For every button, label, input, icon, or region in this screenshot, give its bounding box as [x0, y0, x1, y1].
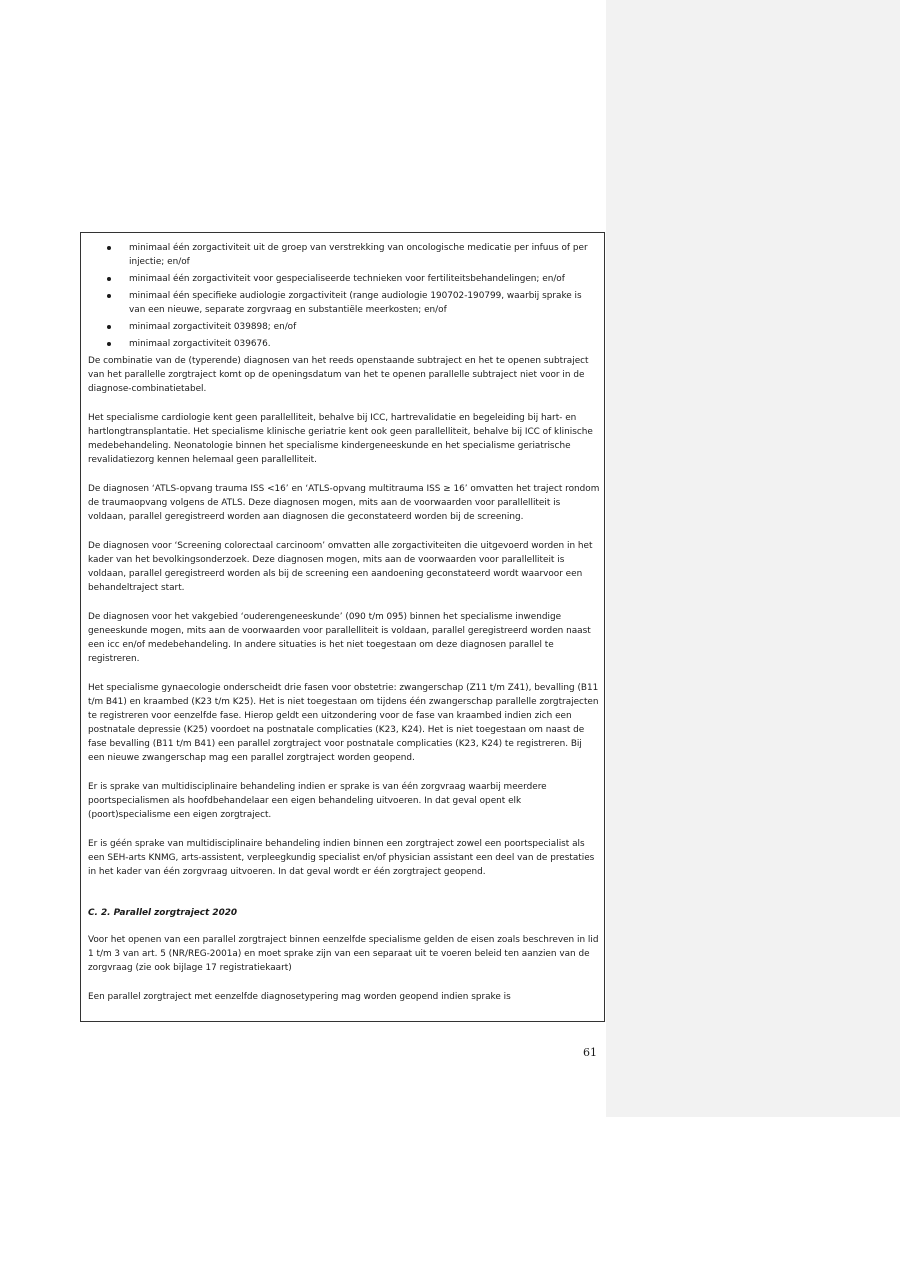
list-item [88, 289, 600, 317]
paragraph-diagnose-combinatie: De combinatie van de (typerende) diagnosen van het reeds openstaande subtraject en het te openen subtraject van het parallelle zorgtraject komt op de openingsdatum van het te openen parallelle subtraject niet voor in de diagnose-combinatietabel. [88, 356, 589, 394]
list-item [88, 320, 600, 334]
paragraph-ouderengeneeskunde: De diagnosen voor het vakgebied ‘ouderengeneeskunde’ (090 t/m 095) binnen het specialisme inwendige geneeskunde mogen, mits aan de voorwaarden voor parallelliteit is voldaan, parallel geregistreerd worden naast een icc en/of medebehandeling. In andere situaties is het niet toegestaan om deze diagnosen parallel te registreren. [88, 612, 591, 664]
bullet-dot-icon [107, 277, 111, 281]
list-item [88, 241, 600, 269]
list-item [88, 272, 600, 286]
paragraph-multidisciplinair: Er is sprake van multidisciplinaire behandeling indien er sprake is van één zorgvraag waarbij meerdere poortspecialismen als hoofdbehandelaar een eigen behandeling uitvoeren. In dat geval opent elk (poort)specialisme een eigen zorgtraject. [88, 782, 547, 820]
bullet-dot-icon [107, 246, 111, 250]
paragraph-atls: De diagnosen ‘ATLS-opvang trauma ISS <16’ en ‘ATLS-opvang multitrauma ISS ≥ 16’ omvatten het traject rondom de traumaopvang volgens de ATLS. Deze diagnosen mogen, mits aan de voorwaarden voor parallelliteit is voldaan, parallel geregistreerd worden aan diagnosen die geconstateerd worden bij de screening. [88, 484, 600, 522]
list-item-text: minimaal zorgactiviteit 039898; en/of [129, 322, 297, 332]
page-number: 61 [583, 1046, 597, 1059]
bullet-dot-icon [107, 325, 111, 329]
requirement-list [88, 241, 600, 351]
paragraph-gynaecologie: Het specialisme gynaecologie onderscheidt drie fasen voor obstetrie: zwangerschap (Z11 t/m Z41), bevalling (B11 t/m B41) en kraambed (K23 t/m K25). Het is niet toegestaan om tijdens één zwangerschap parallelle zorgtrajecten te registreren voor eenzelfde fase. Hierop geldt een uitzondering voor de fase van kraambed indien zich een postnatale depressie (K25) voordoet na postnatale complicaties (K23, K24). Het is niet toegestaan om naast de fase bevalling (B11 t/m B41) een parallel zorgtraject voor postnatale complicaties (K23, K24) te registreren. Bij een nieuwe zwangerschap mag een parallel zorgtraject worden geopend. [88, 683, 599, 763]
section-heading: C. 2. Parallel zorgtraject 2020 [88, 908, 238, 918]
paragraph-screening: De diagnosen voor ‘Screening colorectaal carcinoom’ omvatten alle zorgactiviteiten die uitgevoerd worden in het kader van het bevolkingsonderzoek. Deze diagnosen mogen, mits aan de voorwaarden voor parallelliteit is voldaan, parallel geregistreerd worden als bij de screening een aandoening geconstateerd wordt waarvoor een behandeltraject start. [88, 541, 593, 593]
bullet-dot-icon [107, 342, 111, 346]
page-content [88, 241, 600, 1019]
paragraph-parallel-zorgtraject: Voor het openen van een parallel zorgtraject binnen eenzelfde specialisme gelden de eisen zoals beschreven in lid 1 t/m 3 van art. 5 (NR/REG-2001a) en moet sprake zijn van een separaat uit te voeren beleid ten aanzien van de zorgvraag (zie ook bijlage 17 registratiekaart) [88, 935, 599, 973]
comment-pane [606, 0, 900, 1117]
bullet-dot-icon [107, 294, 111, 298]
list-item [88, 337, 600, 351]
paragraph-diagnosetypering: Een parallel zorgtraject met eenzelfde diagnosetypering mag worden geopend indien sprake is [88, 992, 511, 1002]
list-item-text: minimaal één zorgactiviteit voor gespecialiseerde technieken voor fertiliteitsbehandelingen; en/of [129, 274, 565, 284]
paragraph-cardiologie: Het specialisme cardiologie kent geen parallelliteit, behalve bij ICC, hartrevalidatie en begeleiding bij hart- en hartlongtransplantatie. Het specialisme klinische geriatrie kent ook geen parallelliteit, behalve bij ICC of klinische medebehandeling. Neonatologie binnen het specialisme kindergeneeskunde en het specialisme geriatrische revalidatiezorg kennen helemaal geen parallelliteit. [88, 413, 593, 465]
list-item-text: minimaal zorgactiviteit 039676. [129, 339, 271, 349]
list-item-text: minimaal één specifieke audiologie zorgactiviteit (range audiologie 190702-190799, waarbij sprake is van een nieuwe, separate zorgvraag en substantiële meerkosten; en/of [129, 291, 582, 315]
paragraph-geen-multidisciplinair: Er is géén sprake van multidisciplinaire behandeling indien binnen een zorgtraject zowel een poortspecialist als een SEH-arts KNMG, arts-assistent, verpleegkundig specialist en/of physician assistant een deel van de prestaties in het kader van één zorgvraag uitvoeren. In dat geval wordt er één zorgtraject geopend. [88, 839, 595, 877]
list-item-text: minimaal één zorgactiviteit uit de groep van verstrekking van oncologische medicatie per infuus of per injectie; en/of [129, 243, 588, 267]
